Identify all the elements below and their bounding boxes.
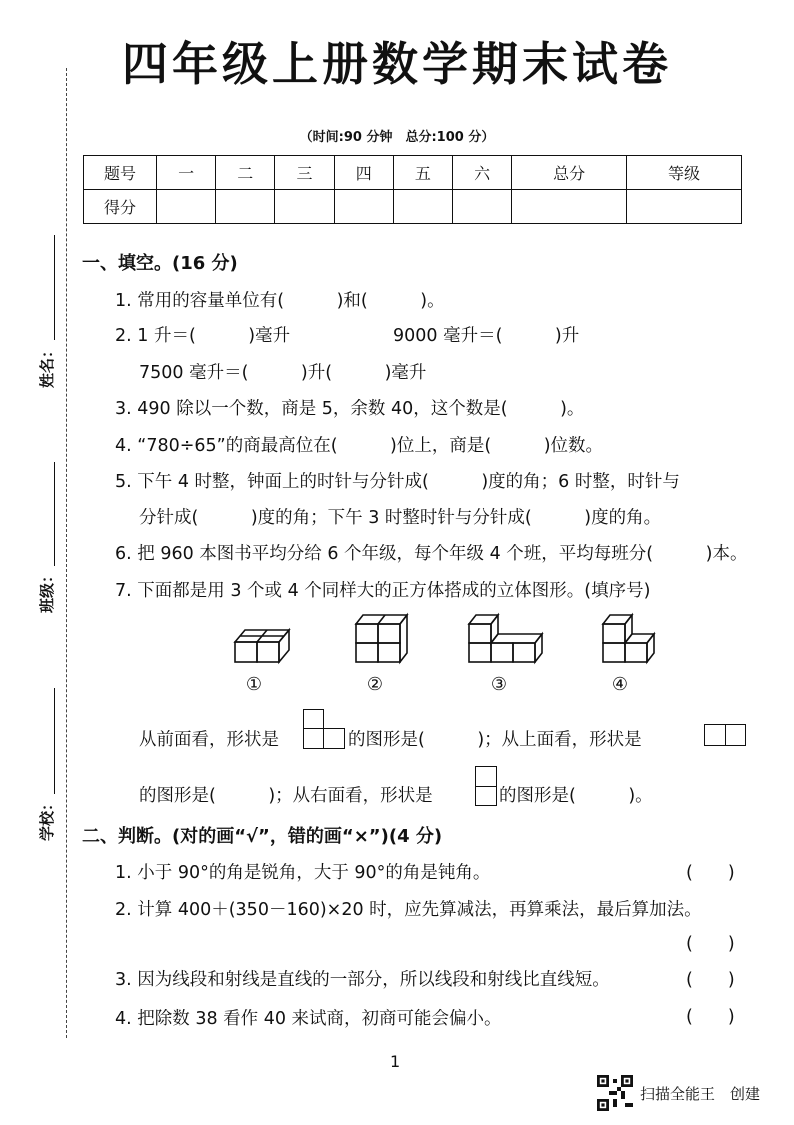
score-cell[interactable] [334,190,393,224]
s2-question-2: 2. 计算 400＋(350－160)×20 时，应先算减法，再算乘法，最后算加法。 [115,900,702,920]
figure-label-2: ② [366,674,384,695]
qr-code-icon [597,1075,633,1111]
section1-heading: 一、填空。(16 分) [82,253,238,274]
q7-front-view-suffix: 的图形是( )；从上面看，形状是 [348,730,642,750]
q7-top-view-answer: 的图形是( )；从右面看，形状是 [139,786,433,806]
s2-question-3: 3. 因为线段和射线是直线的一部分，所以线段和射线比直线短。 [115,970,610,990]
score-cell[interactable] [512,190,627,224]
header-cell: 五 [393,156,452,190]
s1-question-5b: 分针成( )度的角；下午 3 时整时针与分针成( )度的角。 [139,508,662,528]
class-label: 班级： [38,567,57,614]
s1-question-1: 1. 常用的容量单位有( )和( )。 [115,291,445,311]
section2-heading: 二、判断。(对的画“√”，错的画“×”)(4 分) [82,826,443,847]
header-cell: 二 [216,156,275,190]
figure-label-4: ④ [611,674,629,695]
exam-time-info: （时间:90 分钟 总分:100 分） [299,130,495,145]
school-underline [54,688,55,794]
figure-label-1: ① [245,674,263,695]
binding-dashed-line [66,68,67,1038]
score-cell[interactable] [216,190,275,224]
figure-1-cubes [235,630,289,662]
figure-label-3: ③ [490,674,508,695]
cube-figures [225,612,665,672]
s2-question-4: 4. 把除数 38 看作 40 来试商，初商可能会偏小。 [115,1009,502,1029]
score-table-header-row [84,156,742,190]
score-cell[interactable] [627,190,742,224]
figure-2-cubes [356,615,407,662]
score-table-score-row [84,190,742,224]
header-cell: 总分 [512,156,627,190]
s2-answer-paren-2[interactable]: ( ) [686,934,735,954]
s2-answer-paren-4[interactable]: ( ) [686,1007,735,1027]
front-view-cell [303,728,324,749]
s2-answer-paren-1[interactable]: ( ) [686,863,735,883]
s1-question-2b: 9000 毫升＝( )升 [393,326,580,346]
score-cell[interactable] [453,190,512,224]
score-cell[interactable] [393,190,452,224]
header-cell: 六 [453,156,512,190]
s1-question-3: 3. 490 除以一个数，商是 5，余数 40，这个数是( )。 [115,399,585,419]
figure-3-cubes [469,615,542,662]
header-cell: 三 [275,156,334,190]
q7-front-view-prefix: 从前面看，形状是 [139,730,279,750]
top-view-shape [704,724,746,746]
s1-question-7: 7. 下面都是用 3 个或 4 个同样大的正方体搭成的立体图形。(填序号) [115,581,651,601]
front-view-cell [303,709,324,729]
page-number: 1 [390,1052,401,1071]
figure-4-cubes [603,615,654,662]
header-cell: 题号 [84,156,157,190]
top-view-cell [725,724,746,746]
page-title: 四年级上册数学期末试卷 [122,37,672,91]
s1-question-6: 6. 把 960 本图书平均分给 6 个年级，每个年级 4 个班，平均每班分( )本。 [115,544,748,564]
header-cell: 一 [157,156,216,190]
right-view-shape [475,766,497,806]
header-cell: 四 [334,156,393,190]
front-view-cell [323,728,345,749]
class-underline [54,462,55,566]
name-underline [54,235,55,340]
q7-right-view-answer: 的图形是( )。 [499,786,653,806]
name-label: 姓名： [38,342,57,389]
right-view-cell [475,766,497,787]
s1-question-2a: 2. 1 升＝( )毫升 [115,326,291,346]
school-label: 学校： [38,795,57,842]
top-view-cell [704,724,726,746]
score-table [83,155,742,224]
score-row-label: 得分 [84,190,157,224]
s1-question-5a: 5. 下午 4 时整，钟面上的时针与分针成( )度的角；6 时整，时针与 [115,472,680,492]
score-cell[interactable] [157,190,216,224]
header-cell: 等级 [627,156,742,190]
scanner-watermark: 扫描全能王 创建 [640,1085,761,1103]
s2-answer-paren-3[interactable]: ( ) [686,970,735,990]
s2-question-1: 1. 小于 90°的角是锐角，大于 90°的角是钝角。 [115,863,491,883]
s1-question-2c: 7500 毫升＝( )升( )毫升 [139,363,427,383]
s1-question-4: 4. “780÷65”的商最高位在( )位上，商是( )位数。 [115,436,604,456]
right-view-cell [475,786,497,806]
score-cell[interactable] [275,190,334,224]
front-view-shape [303,709,345,749]
